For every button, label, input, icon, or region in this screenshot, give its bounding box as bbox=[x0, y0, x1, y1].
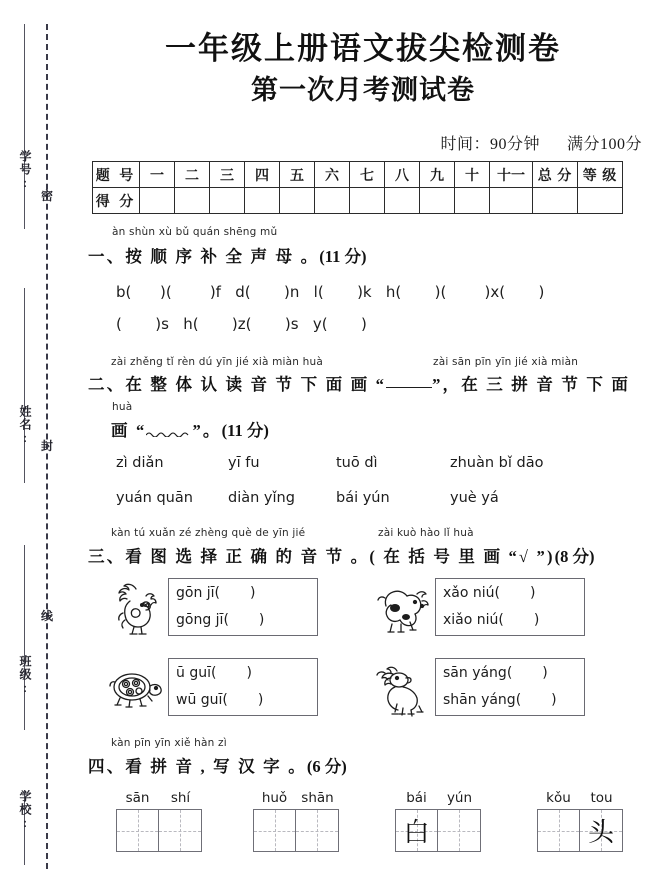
tianzige-char-1b bbox=[159, 810, 201, 851]
tianzige-pinyin-1b: shí bbox=[170, 790, 191, 806]
choice-option-3a-text: ū guī( bbox=[176, 665, 217, 681]
choice-option-3b[interactable] bbox=[176, 692, 263, 708]
section-3-ruby-right: zài kuò hào lǐ huà bbox=[378, 527, 474, 539]
choice-option-1a-close: ) bbox=[250, 585, 256, 601]
section-3-heading-text: 三、看 图 选 择 正 确 的 音 节 。( 在 括 号 里 画 “√ ”) bbox=[88, 547, 555, 566]
score-cell-9[interactable] bbox=[420, 188, 455, 214]
tianzige-pinyin-3b: yún bbox=[446, 790, 473, 806]
row-label-score: 得 分 bbox=[93, 188, 140, 214]
choice-option-1b-text: gōng jī( bbox=[176, 612, 229, 628]
tianzige-char-2b bbox=[296, 810, 338, 851]
tianzige-grid-3 bbox=[395, 809, 481, 852]
tianzige-pinyin-3a: bái bbox=[406, 790, 427, 806]
tianzige-char-1a bbox=[117, 810, 158, 851]
choice-option-4b[interactable] bbox=[443, 692, 557, 708]
tianzige-pinyin-4b: tou bbox=[590, 790, 613, 806]
choice-option-2b-text: xiǎo niú( bbox=[443, 612, 504, 628]
choice-box-4 bbox=[435, 658, 585, 716]
score-cell-2[interactable] bbox=[175, 188, 210, 214]
section-2-heading-part2: ”，在 三 拼 音 节 下 面 bbox=[432, 375, 631, 394]
choice-box-1 bbox=[168, 578, 318, 636]
section-2-word-r1-c4[interactable]: zhuàn bǐ dāo bbox=[450, 455, 544, 471]
score-cell-grade[interactable] bbox=[578, 188, 623, 214]
col-11: 十一 bbox=[490, 162, 533, 188]
seal-word-mi: 密 bbox=[40, 189, 53, 203]
seal-rule-2 bbox=[24, 288, 25, 483]
section-2-heading-line-2 bbox=[111, 417, 269, 441]
page-title: 一年级上册语文拔尖检测卷 bbox=[165, 31, 561, 66]
tianzige-char-2a bbox=[254, 810, 295, 851]
score-cell-4[interactable] bbox=[245, 188, 280, 214]
field-student-number[interactable]: 学号: bbox=[18, 150, 32, 191]
score-cell-8[interactable] bbox=[385, 188, 420, 214]
tianzige-pinyin-4a: kǒu bbox=[546, 790, 571, 806]
col-6: 六 bbox=[315, 162, 350, 188]
section-3-heading bbox=[88, 543, 595, 567]
tianzige-grid-1 bbox=[116, 809, 202, 852]
section-2-word-r2-c4[interactable]: yuè yá bbox=[450, 490, 499, 506]
choice-box-2 bbox=[435, 578, 585, 636]
choice-option-3a-close: ) bbox=[246, 665, 252, 681]
tianzige-pinyin-2b: shān bbox=[301, 790, 334, 806]
section-1-points: (11 分) bbox=[319, 247, 367, 266]
tianzige-pinyin-4 bbox=[537, 790, 623, 806]
tianzige-pinyin-3 bbox=[395, 790, 481, 806]
section-1-heading bbox=[88, 243, 367, 267]
tianzige-char-4a bbox=[538, 810, 579, 851]
section-1-ruby: àn shùn xù bǔ quán shēng mǔ bbox=[112, 226, 278, 238]
choice-option-2b[interactable] bbox=[443, 612, 539, 628]
field-school[interactable]: 学校: bbox=[18, 790, 32, 831]
score-cell-1[interactable] bbox=[140, 188, 175, 214]
col-5: 五 bbox=[280, 162, 315, 188]
col-10: 十 bbox=[455, 162, 490, 188]
choice-option-2a[interactable] bbox=[443, 585, 535, 601]
tianzige-cell-4a[interactable] bbox=[537, 809, 580, 852]
field-name[interactable]: 姓名: bbox=[18, 405, 32, 446]
score-cell-3[interactable] bbox=[210, 188, 245, 214]
section-2-heading-line-1 bbox=[88, 371, 630, 395]
col-7: 七 bbox=[350, 162, 385, 188]
section-2-heading-line2-part2: ”。 bbox=[192, 421, 222, 440]
exam-meta bbox=[440, 131, 642, 154]
tianzige-cell-2a[interactable] bbox=[253, 809, 296, 852]
score-cell-5[interactable] bbox=[280, 188, 315, 214]
tianzige-pinyin-2 bbox=[253, 790, 339, 806]
tianzige-cell-2b[interactable] bbox=[296, 809, 339, 852]
turtle-icon bbox=[106, 656, 168, 718]
rooster-icon bbox=[106, 576, 168, 638]
row-label-question-number: 题 号 bbox=[93, 162, 140, 188]
score-cell-total[interactable] bbox=[533, 188, 578, 214]
section-2-ruby-left: zài zhěng tǐ rèn dú yīn jié xià miàn huà bbox=[111, 356, 324, 368]
tianzige-char-3b bbox=[438, 810, 480, 851]
table-row-question-number bbox=[93, 162, 623, 188]
field-class[interactable]: 班级: bbox=[18, 655, 32, 696]
section-1-blank-row-2[interactable]: ( )s h( )z( )s y( ) bbox=[116, 315, 367, 333]
choice-option-2b-close: ) bbox=[533, 612, 540, 628]
col-4: 四 bbox=[245, 162, 280, 188]
seal-rule-3 bbox=[24, 545, 25, 730]
col-8: 八 bbox=[385, 162, 420, 188]
section-2-word-r2-c2[interactable]: diàn yǐng bbox=[228, 490, 295, 506]
section-2-points: (11 分) bbox=[221, 421, 269, 440]
col-3: 三 bbox=[210, 162, 245, 188]
table-row-score bbox=[93, 188, 623, 214]
section-2-word-r2-c1[interactable]: yuán quān bbox=[116, 490, 193, 506]
section-2-word-r1-c3[interactable]: tuō dì bbox=[336, 455, 378, 471]
wavy-underline-mark bbox=[146, 429, 192, 437]
section-2-heading-line2-part1: 画 “ bbox=[111, 421, 147, 440]
tianzige-cell-4b[interactable] bbox=[580, 809, 623, 852]
choice-option-4b-close: ) bbox=[551, 692, 557, 708]
col-1: 一 bbox=[140, 162, 175, 188]
section-2-word-r1-c2[interactable]: yī fu bbox=[228, 455, 260, 471]
col-2: 二 bbox=[175, 162, 210, 188]
tianzige-pinyin-1 bbox=[116, 790, 202, 806]
goat-icon bbox=[373, 656, 435, 718]
score-cell-11[interactable] bbox=[490, 188, 533, 214]
choice-option-2a-text: xǎo niú( bbox=[443, 585, 500, 601]
choice-option-4a-text: sān yáng( bbox=[443, 665, 513, 681]
choice-option-1b-close: ) bbox=[258, 612, 265, 628]
tianzige-cell-3a[interactable] bbox=[395, 809, 438, 852]
section-2-ruby-line2: huà bbox=[112, 401, 133, 413]
tianzige-grid-2 bbox=[253, 809, 339, 852]
straight-underline-mark bbox=[386, 387, 432, 388]
section-2-word-r1-c1[interactable]: zì diǎn bbox=[116, 455, 164, 471]
choice-option-4b-text: shān yáng( bbox=[443, 692, 522, 708]
choice-option-4a[interactable] bbox=[443, 665, 548, 681]
tianzige-pinyin-1a: sān bbox=[125, 790, 150, 806]
total-score-label: 满分100分 bbox=[566, 136, 642, 153]
tianzige-char-3a: 白 bbox=[403, 818, 430, 847]
cow-icon bbox=[373, 576, 435, 638]
choice-option-3b-close: ) bbox=[257, 692, 264, 708]
tianzige-char-4b: 头 bbox=[587, 818, 614, 847]
section-4-ruby: kàn pīn yīn xiě hàn zì bbox=[111, 737, 227, 749]
section-2-ruby-right: zài sān pīn yīn jié xià miàn bbox=[433, 356, 579, 368]
score-table bbox=[92, 161, 623, 214]
col-total: 总 分 bbox=[533, 162, 578, 188]
choice-option-1a[interactable] bbox=[176, 585, 256, 601]
section-4-heading bbox=[88, 753, 347, 777]
score-cell-10[interactable] bbox=[455, 188, 490, 214]
page-subtitle: 第一次月考测试卷 bbox=[251, 75, 475, 105]
section-1-blank-row-1[interactable]: b( )( )f d( )n l( )k h( )( )x( ) bbox=[116, 283, 545, 301]
tianzige-grid-4 bbox=[537, 809, 623, 852]
tianzige-cell-1a[interactable] bbox=[116, 809, 159, 852]
score-cell-6[interactable] bbox=[315, 188, 350, 214]
sealing-margin bbox=[0, 0, 78, 888]
choice-option-2a-close: ) bbox=[529, 585, 536, 601]
section-3-points: (8 分) bbox=[554, 547, 595, 566]
time-limit-label: 时间：90分钟 bbox=[440, 136, 540, 153]
choice-option-4a-close: ) bbox=[542, 665, 548, 681]
choice-option-1a-text: gōn jī( bbox=[176, 585, 221, 601]
score-cell-7[interactable] bbox=[350, 188, 385, 214]
section-2-word-r2-c3[interactable]: bái yún bbox=[336, 490, 390, 506]
tianzige-pinyin-2a: huǒ bbox=[261, 790, 288, 806]
choice-option-1b[interactable] bbox=[176, 612, 264, 628]
section-4-heading-text: 四、看 拼 音 , 写 汉 字 。 bbox=[88, 757, 307, 776]
section-2-heading-part1: 二、在 整 体 认 读 音 节 下 面 画 “ bbox=[88, 375, 387, 394]
choice-option-3b-text: wū guī( bbox=[176, 692, 228, 708]
section-3-ruby-left: kàn tú xuǎn zé zhèng què de yīn jié bbox=[111, 527, 306, 539]
choice-option-3a[interactable] bbox=[176, 665, 252, 681]
section-4-points: (6 分) bbox=[306, 757, 347, 776]
tianzige-cell-1b[interactable] bbox=[159, 809, 202, 852]
col-9: 九 bbox=[420, 162, 455, 188]
seal-word-xian: 线 bbox=[40, 609, 53, 623]
seal-word-feng: 封 bbox=[40, 439, 53, 453]
seal-rule-1 bbox=[24, 24, 25, 229]
exam-sheet bbox=[78, 0, 670, 888]
tianzige-cell-3b[interactable] bbox=[438, 809, 481, 852]
choice-box-3 bbox=[168, 658, 318, 716]
col-grade: 等 级 bbox=[578, 162, 623, 188]
section-1-heading-text: 一、按 顺 序 补 全 声 母 。 bbox=[88, 247, 320, 266]
